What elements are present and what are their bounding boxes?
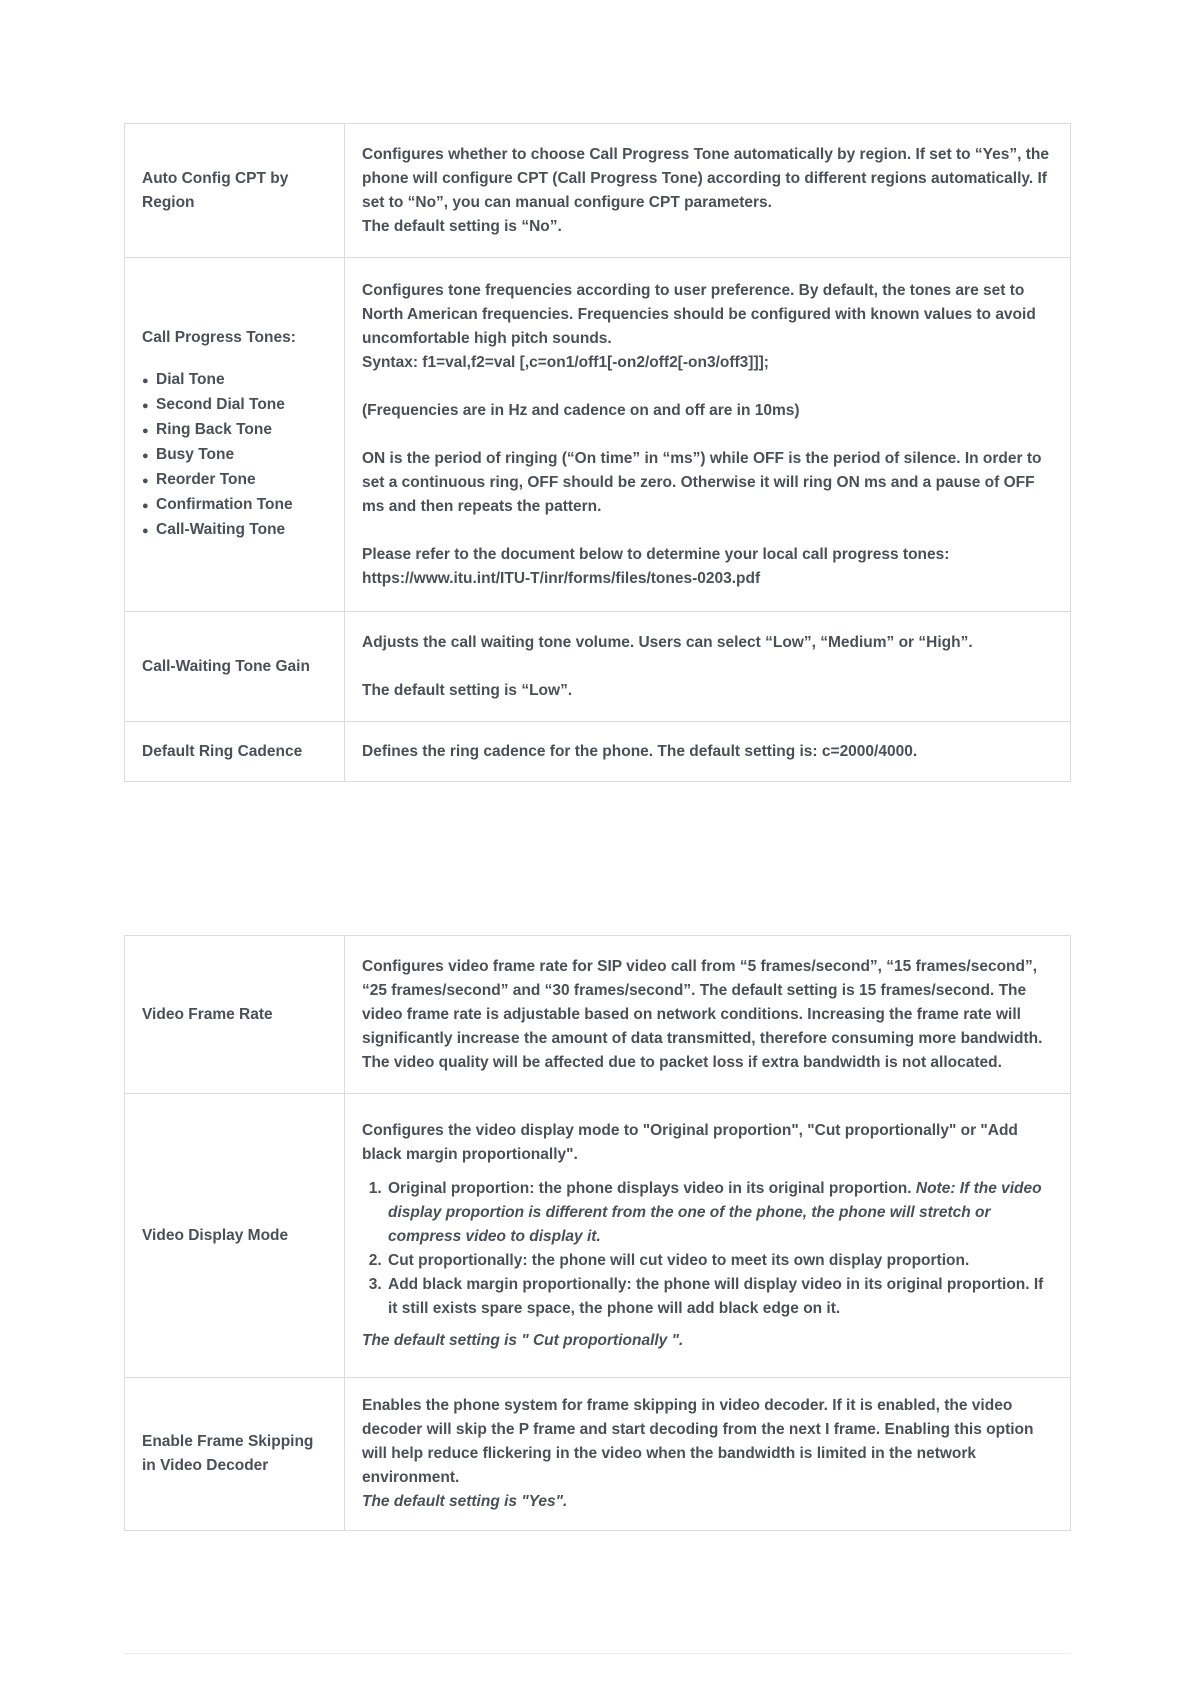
default-setting-text: The default setting is "Yes". — [362, 1493, 568, 1510]
video-settings-table — [124, 935, 1071, 1531]
list-item: 3. Add black margin proportionally: the phone will display video in its original proportion. If it still exists spare space, the phone will add black edge on it. — [386, 1273, 1053, 1321]
description-text: ON is the period of ringing (“On time” in “ms”) while OFF is the period of silence. In order to set a continuous ring, OFF should be zero. Otherwise it will ring ON ms and a pause of OFF ms and then repeats the pattern. — [362, 449, 1042, 515]
syntax-text: Syntax: f1=val,f2=val [,c=on1/off1[-on2/off2[-on3/off3]]]; — [362, 353, 769, 371]
description-text: Configures video frame rate for SIP video call from “5 frames/second”, “15 frames/second”, “25 frames/second” and “30 frames/second”. The default setting is 15 frames/second. The video frame rate is adjustable based on network conditions. Increasing the frame rate will significantly increase the amount of data transmitted, therefore consuming more bandwidth. The video quality will be affected due to packet loss if extra bandwidth is not allocated. — [362, 957, 1043, 1071]
table-row — [125, 124, 1071, 258]
list-item: ● Ring Back Tone — [142, 418, 327, 443]
row-label — [125, 258, 345, 612]
list-item: 1. Original proportion: the phone displays video in its original proportion. Note: If the video display proportion is different from the one of the phone, the phone will stretch or compress video to display it. — [386, 1177, 1053, 1249]
list-item: ● Call-Waiting Tone — [142, 518, 327, 543]
description-text: Configures whether to choose Call Progress Tone automatically by region. If set to “Yes”, the phone will configure CPT (Call Progress Tone) according to different regions automatically. If set to “No”, you can manual configure CPT parameters. — [362, 145, 1050, 211]
description-text: Defines the ring cadence for the phone. The default setting is: c=2000/4000. — [362, 742, 918, 760]
reference-text: Please refer to the document below to determine your local call progress tones: https://www.itu.int/ITU-T/inr/forms/files/tones-0203.pdf — [362, 545, 950, 587]
row-description — [345, 722, 1071, 782]
description-text: (Frequencies are in Hz and cadence on and off are in 10ms) — [362, 401, 800, 419]
table-row — [125, 1094, 1071, 1378]
row-description — [345, 1378, 1071, 1531]
row-description — [345, 258, 1071, 612]
description-text: Enables the phone system for frame skipping in video decoder. If it is enabled, the video decoder will skip the P frame and start decoding from the next I frame. Enabling this option will help reduce flickering in the video when the bandwidth is limited in the network environment. — [362, 1397, 1034, 1486]
row-label: Enable Frame Skipping in Video Decoder — [125, 1378, 345, 1531]
tone-list — [142, 368, 327, 543]
table-row — [125, 936, 1071, 1094]
row-description — [345, 1094, 1071, 1378]
default-setting-text: The default setting is “No”. — [362, 217, 562, 235]
description-text: Configures the video display mode to "Original proportion", "Cut proportionally" or "Add black margin proportionally". — [362, 1121, 1018, 1163]
row-label: Video Display Mode — [125, 1094, 345, 1378]
table-row — [125, 258, 1071, 612]
note-text: Note: If the video display proportion is different from the one of the phone, the phone will stretch or compress video to display it. — [388, 1179, 1042, 1245]
default-setting-text: The default setting is " Cut proportionally ". — [362, 1331, 684, 1349]
row-label: Auto Config CPT by Region — [125, 124, 345, 258]
table-row — [125, 722, 1071, 782]
default-setting-text: The default setting is “Low”. — [362, 681, 573, 699]
row-label: Video Frame Rate — [125, 936, 345, 1094]
list-item: ● Dial Tone — [142, 368, 327, 393]
row-description — [345, 612, 1071, 722]
list-item: ● Reorder Tone — [142, 468, 327, 493]
row-description — [345, 124, 1071, 258]
list-item: ● Confirmation Tone — [142, 493, 327, 518]
cpt-settings-table — [124, 123, 1071, 782]
display-mode-list — [362, 1177, 1053, 1321]
list-item: ● Second Dial Tone — [142, 393, 327, 418]
table-row — [125, 1378, 1071, 1531]
row-label: Call-Waiting Tone Gain — [125, 612, 345, 722]
footer-divider — [124, 1653, 1071, 1654]
row-label: Default Ring Cadence — [125, 722, 345, 782]
description-text: Adjusts the call waiting tone volume. Users can select “Low”, “Medium” or “High”. — [362, 633, 973, 651]
call-progress-tones-heading: Call Progress Tones: — [142, 329, 296, 346]
row-description — [345, 936, 1071, 1094]
table-row — [125, 612, 1071, 722]
description-text: Configures tone frequencies according to user preference. By default, the tones are set to North American frequencies. Frequencies should be configured with known values to avoid uncomfortable high pitch sounds. — [362, 281, 1036, 347]
list-item: ● Busy Tone — [142, 443, 327, 468]
list-item: 2. Cut proportionally: the phone will cut video to meet its own display proportion. — [386, 1249, 1053, 1273]
